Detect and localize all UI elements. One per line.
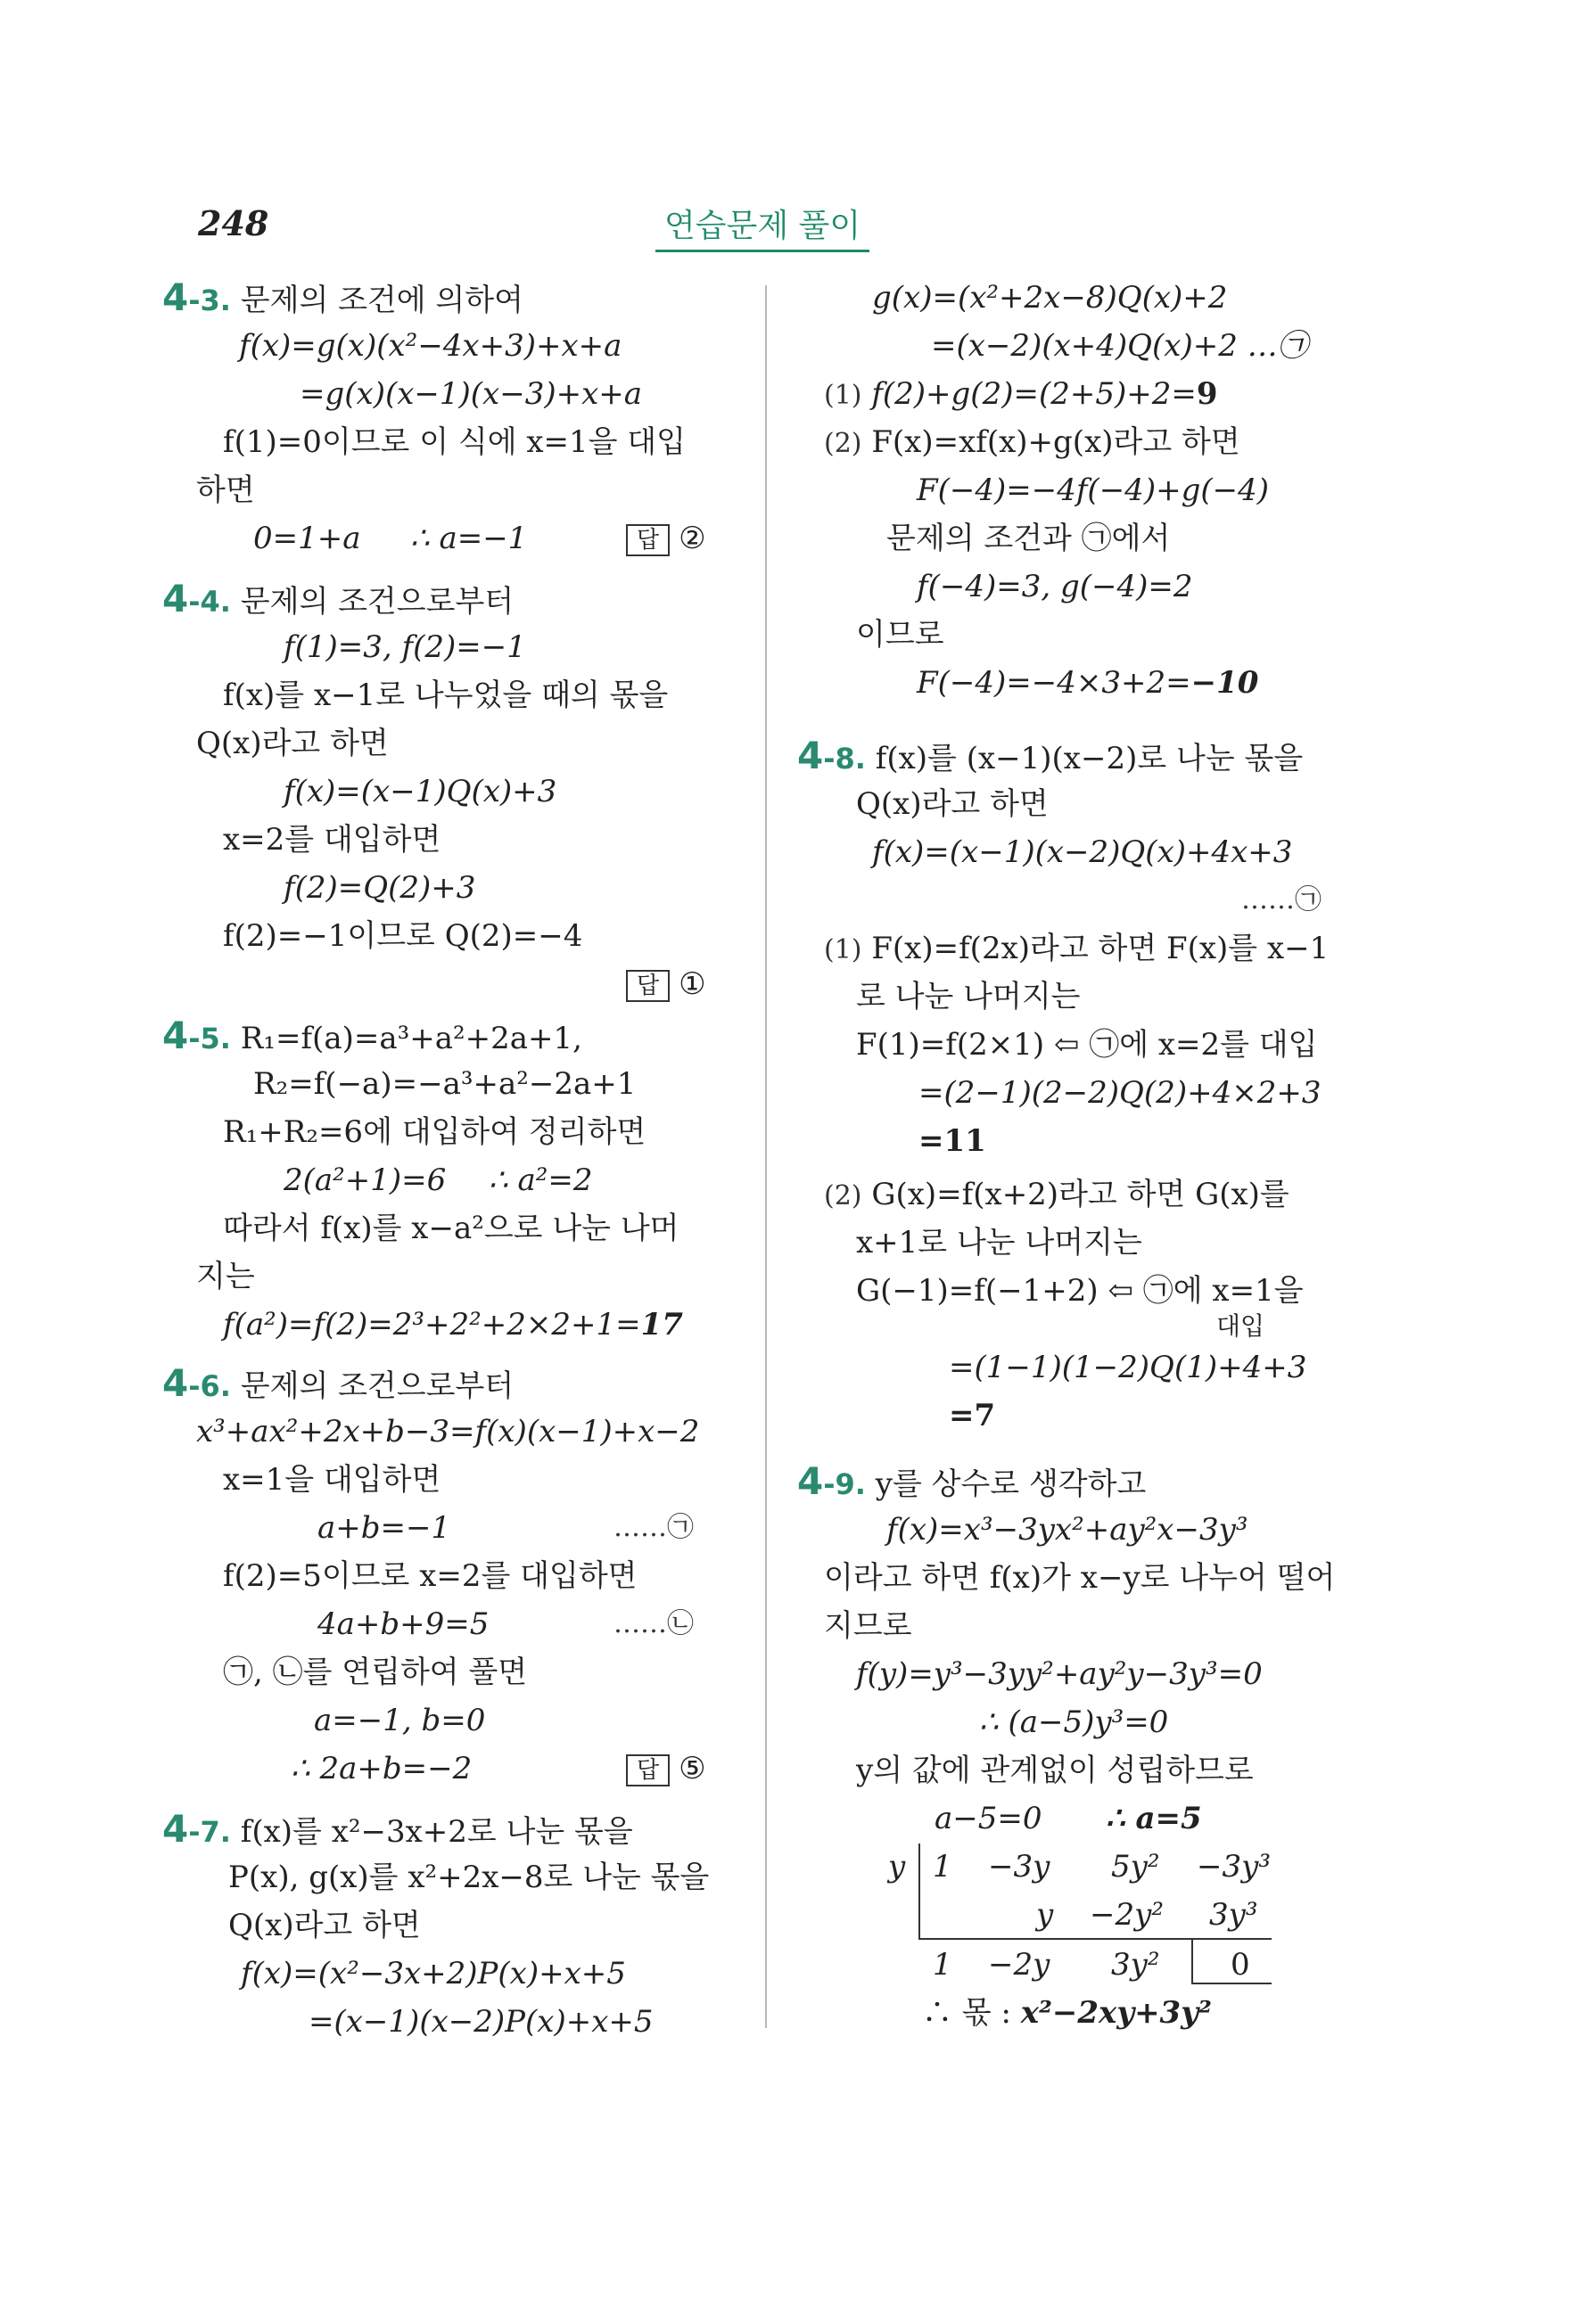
solution-line: f(1)=0이므로 이 식에 x=1을 대입 — [223, 424, 686, 460]
division-cell: −3y — [988, 1849, 1050, 1885]
solution-line: 지므로 — [824, 1608, 912, 1644]
solution-line: f(x)=x³−3yx²+ay²x−3y³ — [886, 1512, 1248, 1548]
solution-line: ∴ 2a+b=−2 — [291, 1751, 473, 1786]
division-cell: 3y³ — [1209, 1897, 1258, 1933]
problem-4-6-heading: 4-6. 문제의 조건으로부터 — [162, 1361, 515, 1405]
solution-line: P(x), g(x)를 x²+2x−8로 나눈 몫을 — [228, 1860, 710, 1895]
solution-line: f(2)=Q(2)+3 — [284, 870, 476, 906]
answer-label: 답 — [626, 1754, 670, 1786]
answer — [626, 965, 706, 1004]
solution-line: (1) F(x)=f(2x)라고 하면 F(x)를 x−1 — [824, 931, 1330, 966]
division-cell: 1 — [933, 1947, 952, 1983]
solution-line: ∴ a²=2 — [489, 1162, 593, 1198]
problem-number: 4-7. — [162, 1807, 231, 1851]
solution-line: 이라고 하면 f(x)가 x−y로 나누어 떨어 — [824, 1560, 1336, 1596]
division-cell: −2y² — [1090, 1897, 1164, 1933]
solution-line: F(−4)=−4f(−4)+g(−4) — [917, 472, 1269, 508]
solution-line: 따라서 f(x)를 x−a²으로 나눈 나머 — [223, 1211, 679, 1246]
problem-number: 4-3. — [162, 275, 231, 319]
solution-line: F(1)=f(2×1) ⇦ ㉠에 x=2를 대입 — [856, 1027, 1318, 1063]
solution-line: f(1)=3, f(2)=−1 — [284, 629, 526, 665]
solution-line: f(−4)=3, g(−4)=2 — [917, 569, 1193, 604]
solution-line: y의 값에 관계없이 성립하므로 — [856, 1753, 1254, 1788]
solution-line: G(−1)=f(−1+2) ⇦ ㉠에 x=1을 — [856, 1273, 1304, 1309]
answer-value: ① — [679, 966, 706, 1002]
solution-line: x=2를 대입하면 — [223, 822, 441, 858]
solution-line: x³+ax²+2x+b−3=f(x)(x−1)+x−2 — [196, 1414, 700, 1449]
division-horizontal-line — [918, 1938, 1272, 1940]
solution-line: ㉠, ㉡를 연립하여 풀면 — [223, 1655, 528, 1690]
answer-label: 답 — [626, 524, 670, 556]
solution-line: =g(x)(x−1)(x−3)+x+a — [300, 376, 643, 412]
problem-4-7-heading: 4-7. f(x)를 x²−3x+2로 나눈 몫을 — [162, 1807, 633, 1851]
solution-line: 이므로 — [856, 617, 944, 653]
problem-number: 4-5. — [162, 1014, 231, 1057]
quotient-line: ∴ 몫 : x²−2xy+3y² — [922, 1995, 1212, 2031]
solution-line: f(x)=(x−1)(x−2)Q(x)+4x+3 — [872, 834, 1293, 870]
solution-line: 하면 — [196, 472, 255, 508]
problem-number: 4-6. — [162, 1361, 231, 1405]
problem-number: 4-8. — [797, 734, 866, 777]
solution-line: 대입 — [1216, 1311, 1265, 1341]
solution-line: R₂=f(−a)=−a³+a²−2a+1 — [253, 1066, 637, 1102]
solution-line: g(x)=(x²+2x−8)Q(x)+2 — [872, 280, 1228, 316]
solution-line: 지는 — [196, 1259, 255, 1294]
solution-line: 2(a²+1)=6 — [284, 1162, 447, 1198]
answer-value: x²−2xy+3y² — [1020, 1995, 1212, 2031]
solution-line: =(x−1)(x−2)P(x)+x+5 — [309, 2004, 654, 2040]
solution-line: f(2)=−1이므로 Q(2)=−4 — [223, 918, 583, 954]
solution-line: 문제의 조건과 ㉠에서 — [886, 521, 1171, 556]
equation-marker: ……㉠ — [1241, 884, 1322, 916]
solution-line: =(2−1)(2−2)Q(2)+4×2+3 — [918, 1075, 1322, 1111]
problem-number: 4-4. — [162, 577, 231, 620]
problem-number: 4-9. — [797, 1459, 866, 1503]
solution-line: F(−4)=−4×3+2=−10 — [917, 665, 1259, 701]
solution-line: f(a²)=f(2)=2³+2²+2×2+1=17 — [223, 1307, 683, 1343]
answer-value: −10 — [1190, 665, 1259, 701]
answer-value: 9 — [1196, 376, 1218, 412]
problem-4-8-heading: 4-8. f(x)를 (x−1)(x−2)로 나눈 몫을 — [797, 734, 1304, 777]
solution-line: Q(x)라고 하면 — [228, 1908, 421, 1943]
problem-4-4-heading: 4-4. 문제의 조건으로부터 — [162, 577, 515, 620]
division-cell: −3y³ — [1197, 1849, 1271, 1885]
solution-line: =(x−2)(x+4)Q(x)+2 …㉠ — [931, 328, 1308, 364]
solution-line: f(x)=g(x)(x²−4x+3)+x+a — [239, 328, 622, 364]
equation-marker: ……㉠ — [613, 1512, 694, 1543]
solution-line: a+b=−1 — [317, 1510, 451, 1546]
answer — [626, 1749, 706, 1788]
solution-line: f(2)=5이므로 x=2를 대입하면 — [223, 1558, 638, 1594]
answer — [626, 519, 706, 558]
solution-line: x=1을 대입하면 — [223, 1462, 441, 1498]
division-cell: 1 — [933, 1849, 952, 1885]
remainder: 0 — [1231, 1947, 1250, 1983]
solution-line: Q(x)라고 하면 — [856, 786, 1049, 822]
problem-4-9-heading: 4-9. y를 상수로 생각하고 — [797, 1459, 1147, 1503]
page-title: 연습문제 풀이 — [655, 201, 869, 252]
answer-value: 17 — [640, 1307, 683, 1343]
solution-line: R₁+R₂=6에 대입하여 정리하면 — [223, 1114, 646, 1150]
solution-line: (2) G(x)=f(x+2)라고 하면 G(x)를 — [824, 1177, 1289, 1212]
solution-line: f(x)=(x²−3x+2)P(x)+x+5 — [241, 1956, 626, 1991]
division-cell: y — [1036, 1897, 1054, 1933]
answer-value: ∴ a=5 — [1106, 1801, 1202, 1836]
equation-marker: ……㉡ — [613, 1608, 694, 1639]
solution-line: (2) F(x)=xf(x)+g(x)라고 하면 — [824, 424, 1240, 460]
solution-line: =(1−1)(1−2)Q(1)+4+3 — [949, 1350, 1307, 1385]
division-vertical-line — [918, 1844, 920, 1938]
solution-line: f(y)=y³−3yy²+ay²y−3y³=0 — [856, 1656, 1263, 1692]
solution-line: a=−1, b=0 — [314, 1703, 486, 1738]
answer-value: =7 — [949, 1398, 996, 1433]
solution-line: 4a+b+9=5 — [317, 1606, 490, 1642]
remainder-box-line — [1191, 1940, 1193, 1983]
division-cell: 3y² — [1111, 1947, 1160, 1983]
problem-4-3-heading: 4-3. 문제의 조건에 의하여 — [162, 275, 523, 319]
answer-label: 답 — [626, 970, 670, 1002]
solution-line: 0=1+a — [253, 521, 361, 556]
solution-line: x+1로 나눈 나머지는 — [856, 1225, 1142, 1261]
answer-value: ⑤ — [679, 1751, 706, 1786]
solution-line: ∴ a=−1 — [410, 521, 528, 556]
solution-line: f(x)=(x−1)Q(x)+3 — [284, 774, 557, 809]
column-divider — [765, 285, 767, 2028]
division-cell: −2y — [988, 1947, 1050, 1983]
solution-line: Q(x)라고 하면 — [196, 726, 389, 761]
page-number: 248 — [198, 203, 269, 243]
solution-line: (1) f(2)+g(2)=(2+5)+2=9 — [824, 376, 1218, 412]
problem-4-5-heading: 4-5. R₁=f(a)=a³+a²+2a+1, — [162, 1014, 582, 1057]
solution-line: a−5=0 — [935, 1801, 1042, 1836]
answer-value: =11 — [918, 1123, 986, 1159]
solution-line: ∴ (a−5)y³=0 — [979, 1704, 1169, 1740]
remainder-box-line — [1191, 1983, 1272, 1984]
answer-value: ② — [679, 521, 706, 556]
solution-line: 로 나눈 나머지는 — [856, 979, 1081, 1014]
division-cell: 5y² — [1111, 1849, 1160, 1885]
divisor: y — [888, 1849, 906, 1885]
solution-line: f(x)를 x−1로 나누었을 때의 몫을 — [223, 677, 669, 713]
